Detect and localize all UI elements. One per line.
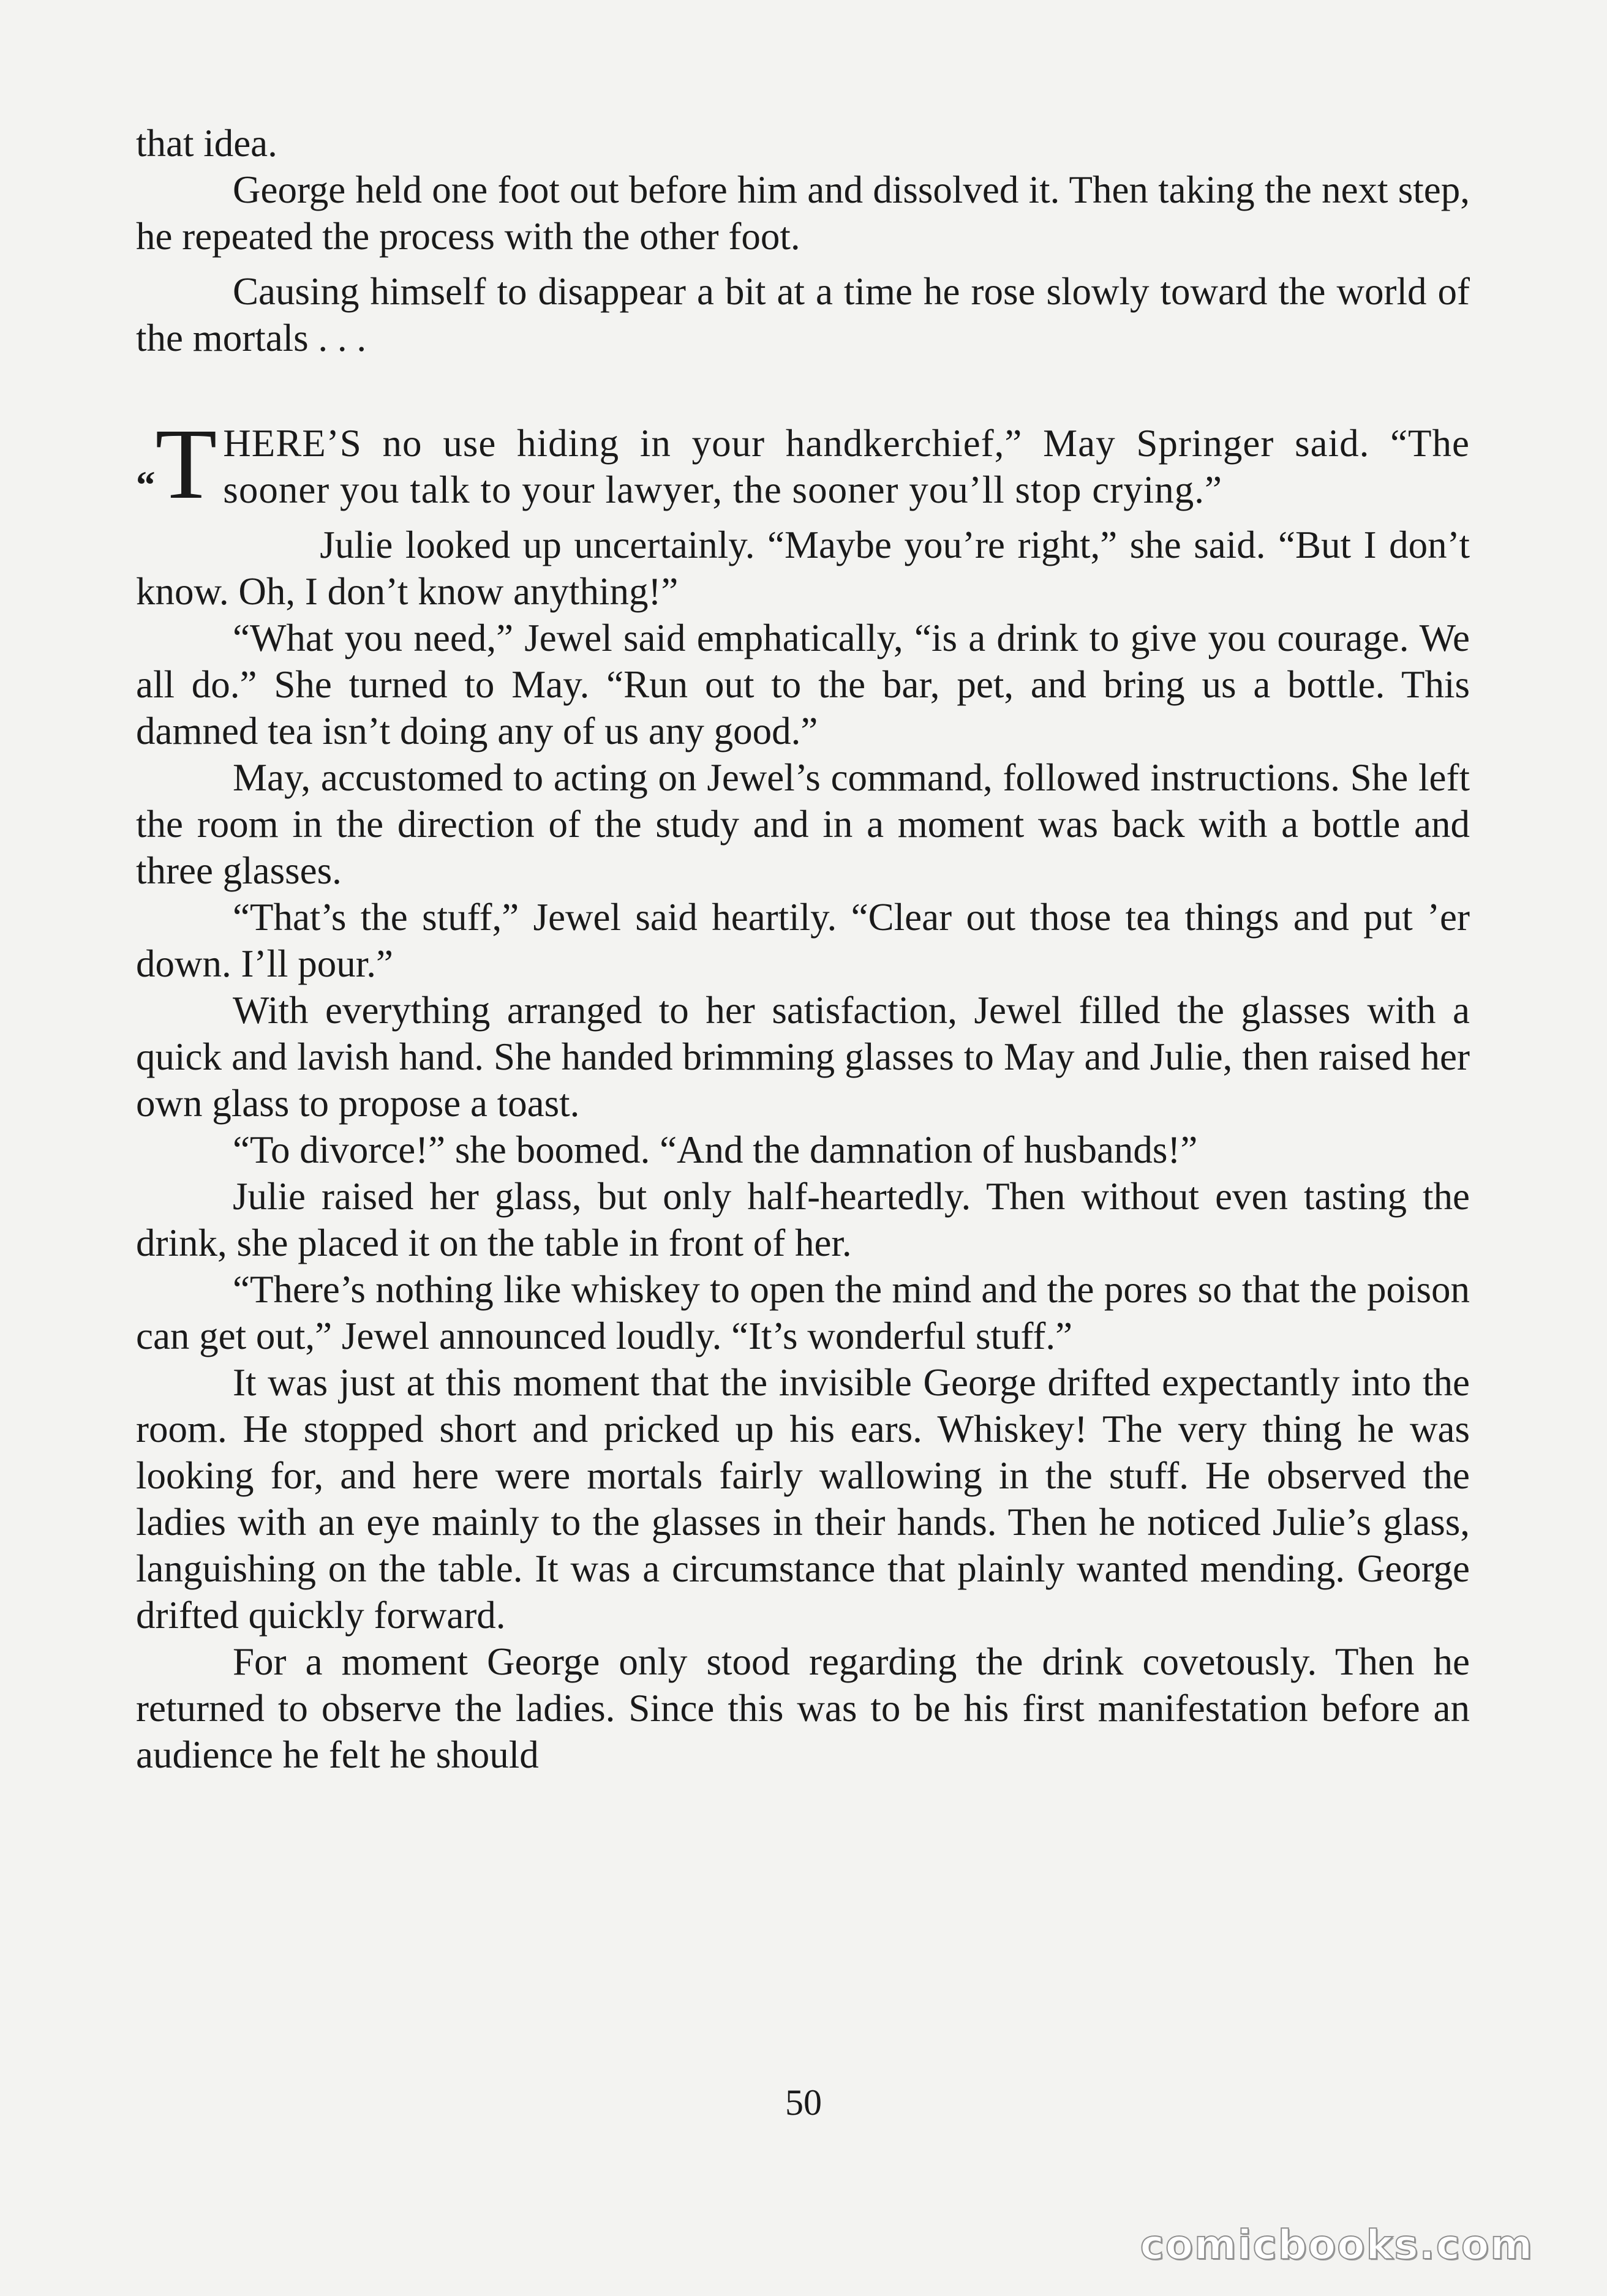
- paragraph: Julie raised her glass, but only half-heartedly. Then without even tasting the drink, she placed it on the table in front of her.: [136, 1175, 1470, 1264]
- paragraph: George held one foot out before him and dissolved it. Then taking the next step, he repeated the process with the other foot.: [136, 168, 1470, 258]
- paragraph: With everything arranged to her satisfaction, Jewel filled the glasses with a quick and lavish hand. She handed brimming glasses to May and Julie, then raised her own glass to propose a toast.: [136, 989, 1470, 1125]
- paragraph: For a moment George only stood regarding the drink covetously. Then he returned to observe the ladies. Since this was to be his first manifestation before an audience he felt he should: [136, 1640, 1470, 1776]
- watermark-logo: comicbooks.com: [1140, 2221, 1534, 2268]
- paragraph: “What you need,” Jewel said emphatically, “is a drink to give you courage. We all do.” She turned to May. “Run out to the bar, pet, and bring us a bottle. This damned tea isn’t doing any of us any good.”: [136, 617, 1470, 752]
- paragraph: It was just at this moment that the invisible George drifted expectantly into the room. He stopped short and pricked up his ears. Whiskey! The very thing he was looking for, and here were mortals fairly wallowing in the stuff. He observed the ladies with an eye mainly to the glasses in their hands. Then he noticed Julie’s glass, languishing on the table. It was a circumstance that plainly wanted mending. George drifted quickly forward.: [136, 1361, 1470, 1637]
- dropcap-rest: HERE’S no use hiding in your handkerchief,” May Springer said. “The sooner you talk to your lawyer, the sooner you’ll stop crying.”: [223, 422, 1470, 511]
- paragraph: “To divorce!” she boomed. “And the damnation of husbands!”: [233, 1128, 1198, 1171]
- section-break: [136, 361, 1470, 420]
- dropcap-open-quote: “: [136, 463, 156, 506]
- paragraph: “That’s the stuff,” Jewel said heartily. “Clear out those tea things and put ’er down. I’ll pour.”: [136, 896, 1470, 985]
- dropcap-letter: “T: [136, 408, 217, 520]
- paragraph: May, accustomed to acting on Jewel’s command, followed instructions. She left the room in the direction of the study and in a moment was back with a bottle and three glasses.: [136, 756, 1470, 892]
- page-number: 50: [785, 2082, 822, 2123]
- paragraph: Causing himself to disappear a bit at a time he rose slowly toward the world of the mortals . . .: [136, 270, 1470, 359]
- paragraph-dropcap: [136, 408, 1470, 520]
- paragraph: Julie looked up uncertainly. “Maybe you’re right,” she said. “But I don’t know. Oh, I don’t know anything!”: [136, 523, 1470, 613]
- paragraph-continuation: that idea.: [136, 122, 277, 165]
- page-body: [136, 120, 1470, 1778]
- paragraph: “There’s nothing like whiskey to open the mind and the pores so that the poison can get out,” Jewel announced loudly. “It’s wonderful stuff.”: [136, 1268, 1470, 1357]
